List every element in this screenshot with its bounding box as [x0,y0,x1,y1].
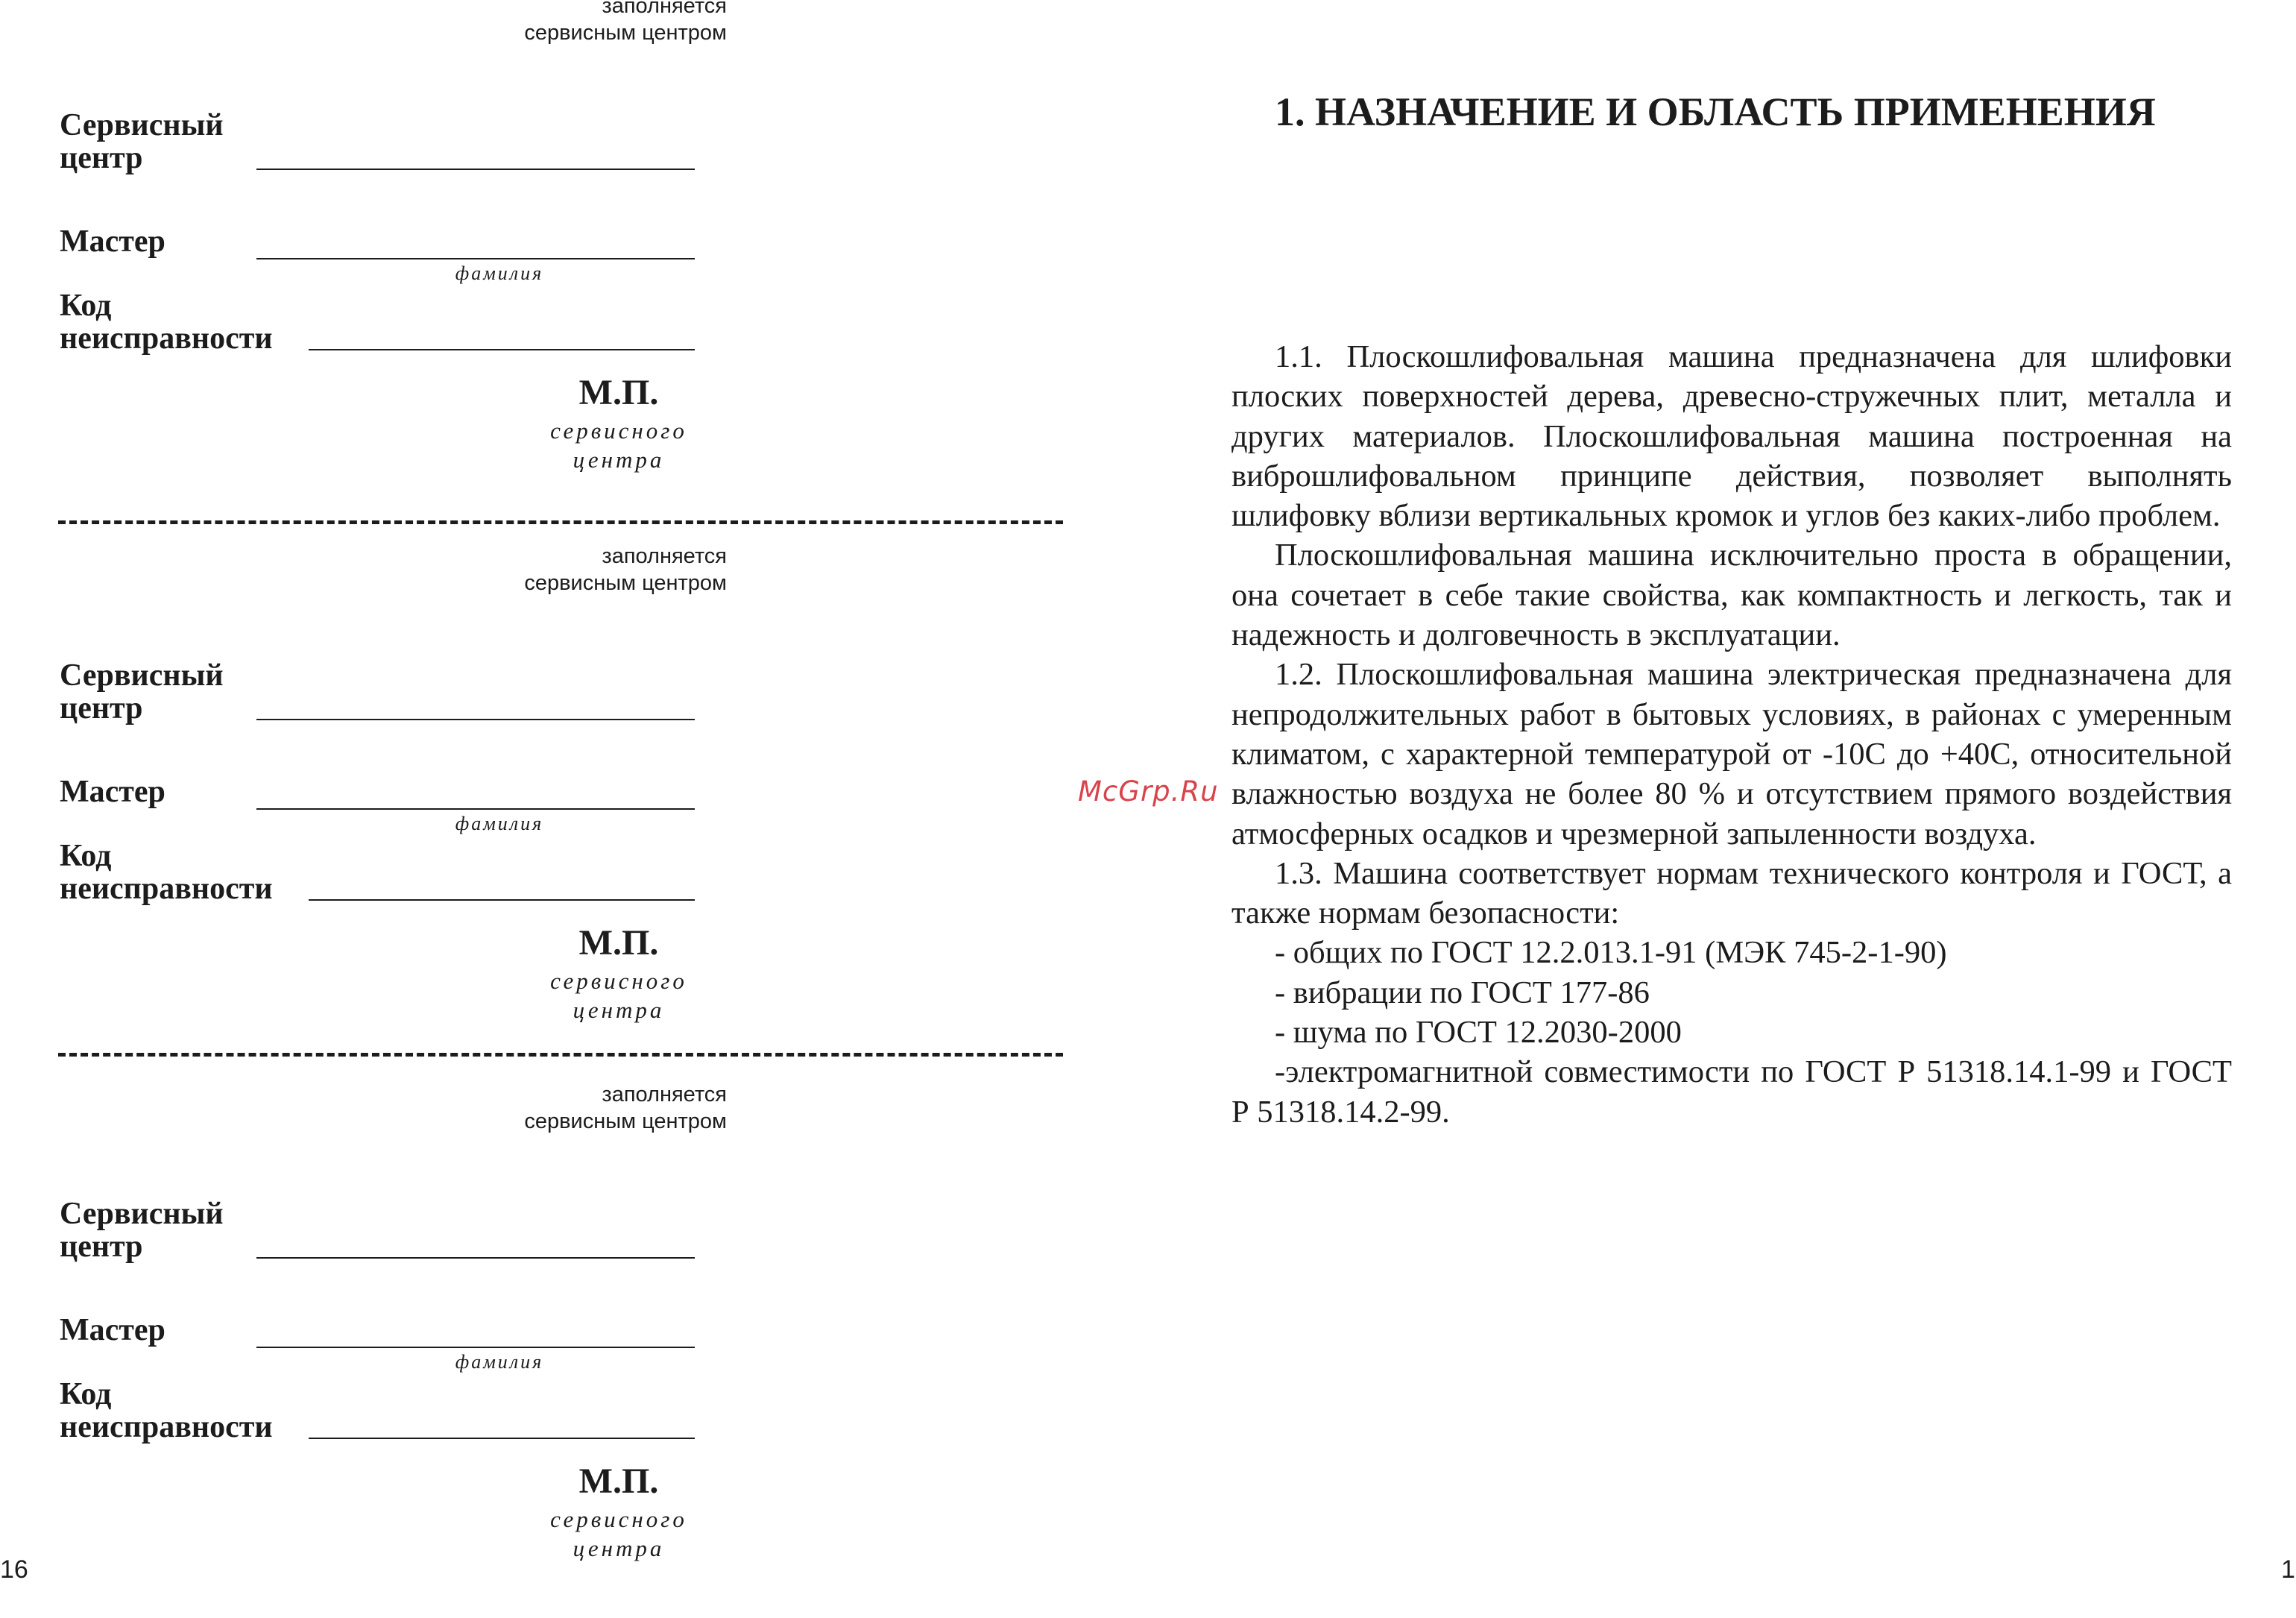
fault-code-label: Код неисправности [60,289,273,356]
cut-line-2 [58,1053,1063,1057]
stamp-label: М.П. [578,373,659,412]
service-center-field[interactable] [256,719,695,720]
stamp-caption: сервисного центра [550,418,687,473]
master-field[interactable] [256,1347,695,1348]
list-item: - шума по ГОСТ 12.2030-2000 [1275,1015,1682,1051]
stamp-caption: сервисного центра [550,1506,687,1561]
cut-line-1 [58,520,1063,524]
list-item: - общих по ГОСТ 12.2.013.1-91 (МЭК 745-2-1-90) [1275,935,1947,971]
master-label: Мастер [60,775,165,809]
stamp-label: М.П. [578,1461,659,1501]
service-center-label: Сервисный центр [60,1197,224,1264]
warranty-coupon-1 [0,0,1066,529]
paragraph-1-1: 1.1. Плоскошлифовальная машина предназначена для шлифовки плоских поверхностей дерева, древесно-стружечных плит, металла и других материалов. Плоскошлифовальная машина построенная на виброшлифовальном принципе действия, позволяет выполнять шлифовку вблизи вертикальных кромок и углов без каких-либо проблем. [1231,339,2232,534]
warranty-coupon-2 [0,543,1066,1080]
master-field[interactable] [256,808,695,810]
service-center-field[interactable] [256,169,695,170]
filled-by-service-note: заполняется сервисным центром [524,544,727,595]
master-field[interactable] [256,258,695,259]
section-heading: 1. НАЗНАЧЕНИЕ И ОБЛАСТЬ ПРИМЕНЕНИЯ [1275,89,2156,134]
warranty-coupon-3 [0,1081,1066,1618]
paragraph-usage: Плоскошлифовальная машина исключительно проста в обращении, она сочетает в себе такие свойства, как компактность и легкость, так и надежность и долговечность в эксплуатации. [1231,538,2232,653]
page-number-left: 16 [0,1555,28,1584]
list-item: -электромагнитной совместимости по ГОСТ Р 51318.14.1-99 и ГОСТ Р 51318.14.2-99. [1231,1054,2232,1130]
filled-by-service-note: заполняется сервисным центром [524,0,727,45]
fault-code-field[interactable] [309,1438,695,1439]
stamp-caption: сервисного центра [550,968,687,1023]
fault-code-label: Код неисправности [60,1377,273,1444]
paragraph-1-3: 1.3. Машина соответствует нормам технического контроля и ГОСТ, а также нормам безопасности: [1231,855,2232,931]
service-center-label: Сервисный центр [60,108,224,175]
master-label: Мастер [60,1313,165,1347]
fault-code-field[interactable] [309,349,695,350]
fault-code-label: Код неисправности [60,839,273,906]
stamp-label: М.П. [578,923,659,963]
service-center-label: Сервисный центр [60,658,224,725]
list-item: - вибрации по ГОСТ 177-86 [1275,975,1650,1010]
service-center-field[interactable] [256,1257,695,1259]
surname-caption: фамилия [455,262,544,284]
surname-caption: фамилия [455,813,544,834]
master-label: Мастер [60,224,165,259]
filled-by-service-note: заполняется сервисным центром [524,1083,727,1133]
section-body [1231,337,2232,1132]
surname-caption: фамилия [455,1351,544,1373]
paragraph-1-2: 1.2. Плоскошлифовальная машина электрическая предназначена для непродолжительных работ в бытовых условиях, в районах с умеренным климатом, с характерной температурой от -10С до +40С, относительной влажностью воздуха не более 80 % и отсутствием прямого воздействия атмосферных осадков и чрезмерной запыленности воздуха. [1231,657,2232,852]
watermark: McGrp.Ru [1078,775,1219,808]
fault-code-field[interactable] [309,899,695,901]
page-number-right: 1 [2281,1555,2295,1584]
